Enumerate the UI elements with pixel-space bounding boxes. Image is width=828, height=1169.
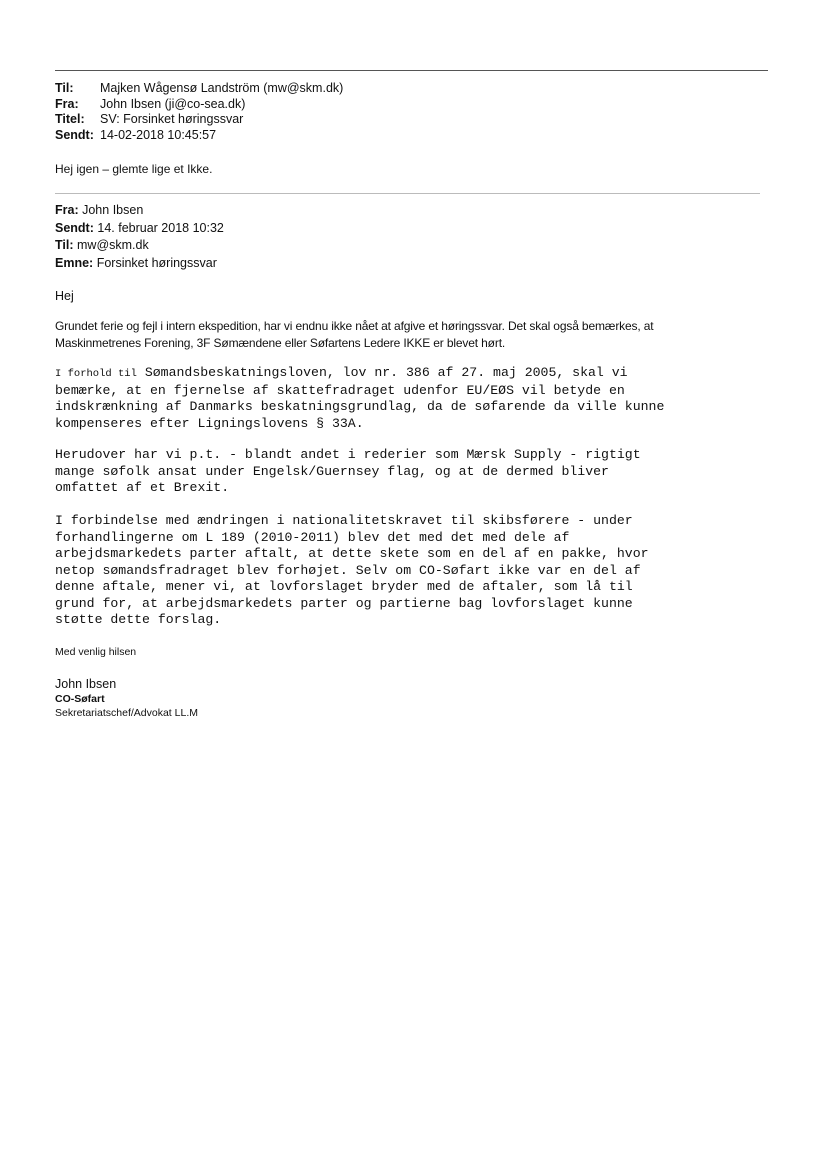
to-row xyxy=(55,81,343,97)
from-row xyxy=(55,97,343,113)
intro-line: Maskinmetrenes Forening, 3F Sømændene eller Søfartens Ledere IKKE er blevet hørt. xyxy=(55,335,506,350)
signature-title: Sekretariatschef/Advokat LL.M xyxy=(55,707,198,719)
orig-subject-label: Emne: xyxy=(55,255,94,270)
paragraph-line xyxy=(55,365,775,383)
paragraph-tax-law xyxy=(55,365,775,432)
paragraph-line: kompenseres efter Ligningslovens § 33A. xyxy=(55,415,364,431)
intro-line: Grundet ferie og fejl i intern ekspedition, har vi endnu ikke nået at afgive et høringssvar. Det skal også bemærkes, at xyxy=(55,319,654,333)
sent-row xyxy=(55,128,343,144)
reply-text: Hej igen – glemte lige et Ikke. xyxy=(55,162,213,176)
original-message-header xyxy=(55,202,224,272)
paragraph-line: arbejdsmarkedets parter aftalt, at dette skete som en del af en pakke, hvor xyxy=(55,546,649,561)
from-value: John Ibsen (ji@co-sea.dk) xyxy=(100,96,246,111)
orig-sent-row xyxy=(55,220,224,238)
from-label: Fra: xyxy=(55,96,79,111)
signature-organization: CO-Søfart xyxy=(55,693,105,705)
subject-value: SV: Forsinket høringssvar xyxy=(100,112,244,126)
orig-to-row xyxy=(55,237,224,255)
paragraph-line: Herudover har vi p.t. - blandt andet i rederier som Mærsk Supply - rigtigt xyxy=(55,447,641,462)
orig-from-row xyxy=(55,202,224,220)
signature-block xyxy=(55,676,198,720)
orig-from-value: John Ibsen xyxy=(82,203,144,217)
to-value: Majken Wågensø Landström (mw@skm.dk) xyxy=(100,81,344,95)
email-header xyxy=(55,81,343,143)
paragraph-line-rest: Sømandsbeskatningsloven, lov nr. 386 af 27. maj 2005, skal vi xyxy=(136,365,628,380)
body-greeting: Hej xyxy=(55,289,74,303)
paragraph-line: bemærke, at en fjernelse af skattefradraget udenfor EU/EØS vil betyde en xyxy=(55,382,625,398)
paragraph-line: grund for, at arbejdsmarkedets parter og partierne bag lovforslaget kunne xyxy=(55,595,633,611)
paragraph-line: indskrænkning af Danmarks beskatningsgrundlag, da de søfarende da ville kunne xyxy=(55,399,665,414)
paragraph-line: I forbindelse med ændringen i nationalitetskravet til skibsførere - under xyxy=(55,513,633,528)
header-divider xyxy=(55,70,768,71)
subject-row xyxy=(55,112,343,128)
quote-divider xyxy=(55,193,760,194)
sent-value: 14-02-2018 10:45:57 xyxy=(100,127,217,142)
closing-phrase: Med venlig hilsen xyxy=(55,646,137,658)
orig-sent-value: 14. februar 2018 10:32 xyxy=(97,220,224,235)
orig-subject-row xyxy=(55,255,224,273)
signature-name: John Ibsen xyxy=(55,677,117,691)
orig-to-value: mw@skm.dk xyxy=(77,238,149,252)
paragraph-line: denne aftale, mener vi, at lovforslaget bryder med de aftaler, som lå til xyxy=(55,579,633,594)
sent-label: Sendt: xyxy=(55,127,94,142)
paragraph-line-start: I forhold til xyxy=(55,368,137,380)
orig-to-label: Til: xyxy=(55,238,74,252)
paragraph-nationality xyxy=(55,513,775,629)
paragraph-line: omfattet af et Brexit. xyxy=(55,480,230,495)
paragraph-line: forhandlingerne om L 189 (2010-2011) blev det med det med dele af xyxy=(55,529,570,545)
subject-label: Titel: xyxy=(55,112,85,126)
paragraph-brexit xyxy=(55,447,775,497)
orig-from-label: Fra: xyxy=(55,203,79,217)
paragraph-line: støtte dette forslag. xyxy=(55,612,222,627)
orig-subject-value: Forsinket høringssvar xyxy=(96,255,217,270)
intro-paragraph xyxy=(55,318,775,351)
to-label: Til: xyxy=(55,81,74,95)
orig-sent-label: Sendt: xyxy=(55,220,94,235)
paragraph-line: netop sømandsfradraget blev forhøjet. Selv om CO-Søfart ikke var en del af xyxy=(55,562,641,578)
paragraph-line: mange søfolk ansat under Engelsk/Guernsey flag, og at de dermed bliver xyxy=(55,463,609,479)
